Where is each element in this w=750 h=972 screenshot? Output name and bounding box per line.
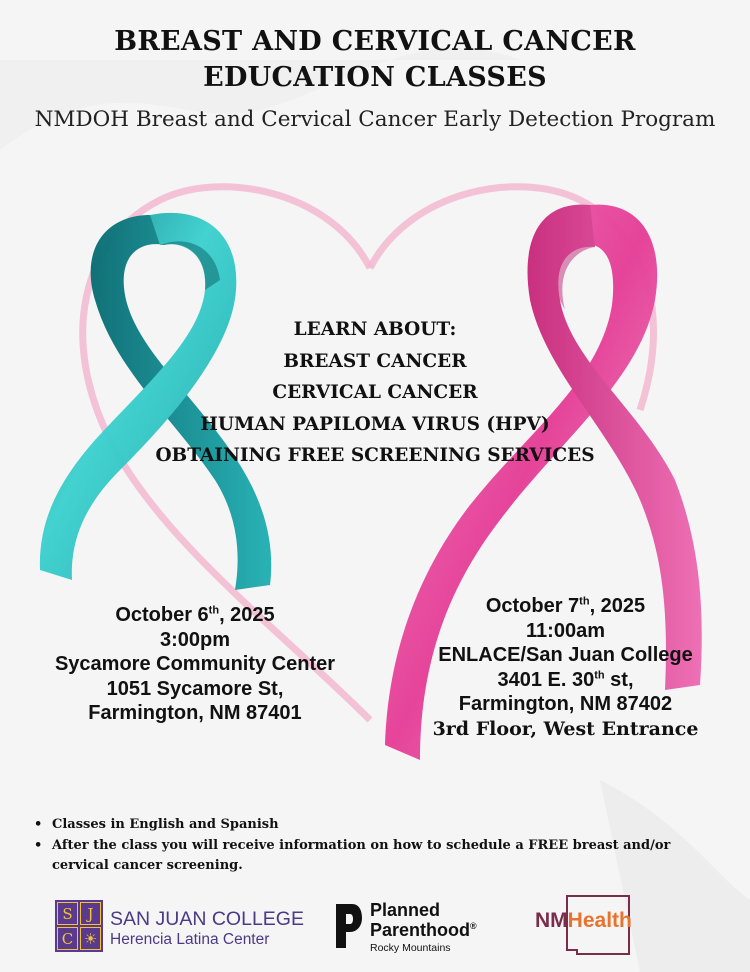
pp-line-1: Planned (370, 900, 441, 920)
topic-item: BREAST CANCER (283, 350, 467, 372)
event-venue: Sycamore Community Center (54, 653, 336, 675)
nm-health-logo (533, 892, 663, 960)
sun-icon: ☀ (80, 927, 101, 950)
event-time: 11:00am (526, 619, 605, 642)
note-item: • After the class you will receive information on how to schedule a FREE breast and/or cervical cancer screening. (32, 836, 722, 877)
pp-line-3: Rocky Mountains (370, 942, 451, 954)
title-line-2: EDUCATION CLASSES (203, 62, 547, 93)
event-street: 3401 E. 30th st, (497, 668, 634, 691)
title-line-1: BREAST AND CERVICAL CANCER (114, 26, 636, 57)
notes-list (32, 815, 722, 877)
event-time: 3:00pm (159, 628, 231, 651)
learn-about-section (130, 314, 620, 472)
event-city: Farmington, NM 87402 (458, 693, 673, 715)
sjc-emblem: S J C ☀ (55, 900, 103, 952)
topic-item: CERVICAL CANCER (272, 382, 478, 403)
event-october-7 (393, 594, 738, 741)
event-street: 1051 Sycamore St, (106, 677, 284, 700)
event-city: Farmington, NM 87401 (88, 702, 302, 724)
note-item: • Classes in English and Spanish (32, 815, 722, 836)
nm-health-wordmark: NMHealth (535, 909, 632, 932)
flyer-title (0, 24, 750, 96)
sjc-name: SAN JUAN COLLEGE (110, 908, 304, 930)
pp-line-2: Parenthood® (370, 920, 477, 940)
event-venue: ENLACE/San Juan College (438, 644, 693, 666)
event-room: 3rd Floor, West Entrance (432, 717, 699, 740)
event-date: October 6th, 2025 (115, 604, 275, 626)
event-date: October 7th, 2025 (485, 595, 646, 617)
learn-heading: LEARN ABOUT: (293, 319, 457, 340)
topic-item: HUMAN PAPILOMA VIRUS (HPV) (200, 413, 550, 435)
sponsor-logos (0, 892, 750, 962)
event-october-6 (10, 603, 380, 726)
topic-item: OBTAINING FREE SCREENING SERVICES (155, 445, 595, 466)
san-juan-college-logo (55, 900, 305, 952)
planned-parenthood-p-icon (332, 902, 364, 950)
program-subtitle: NMDOH Breast and Cervical Cancer Early Detection Program (34, 107, 716, 132)
sjc-subtitle: Herencia Latina Center (110, 931, 270, 948)
planned-parenthood-logo (332, 898, 502, 956)
